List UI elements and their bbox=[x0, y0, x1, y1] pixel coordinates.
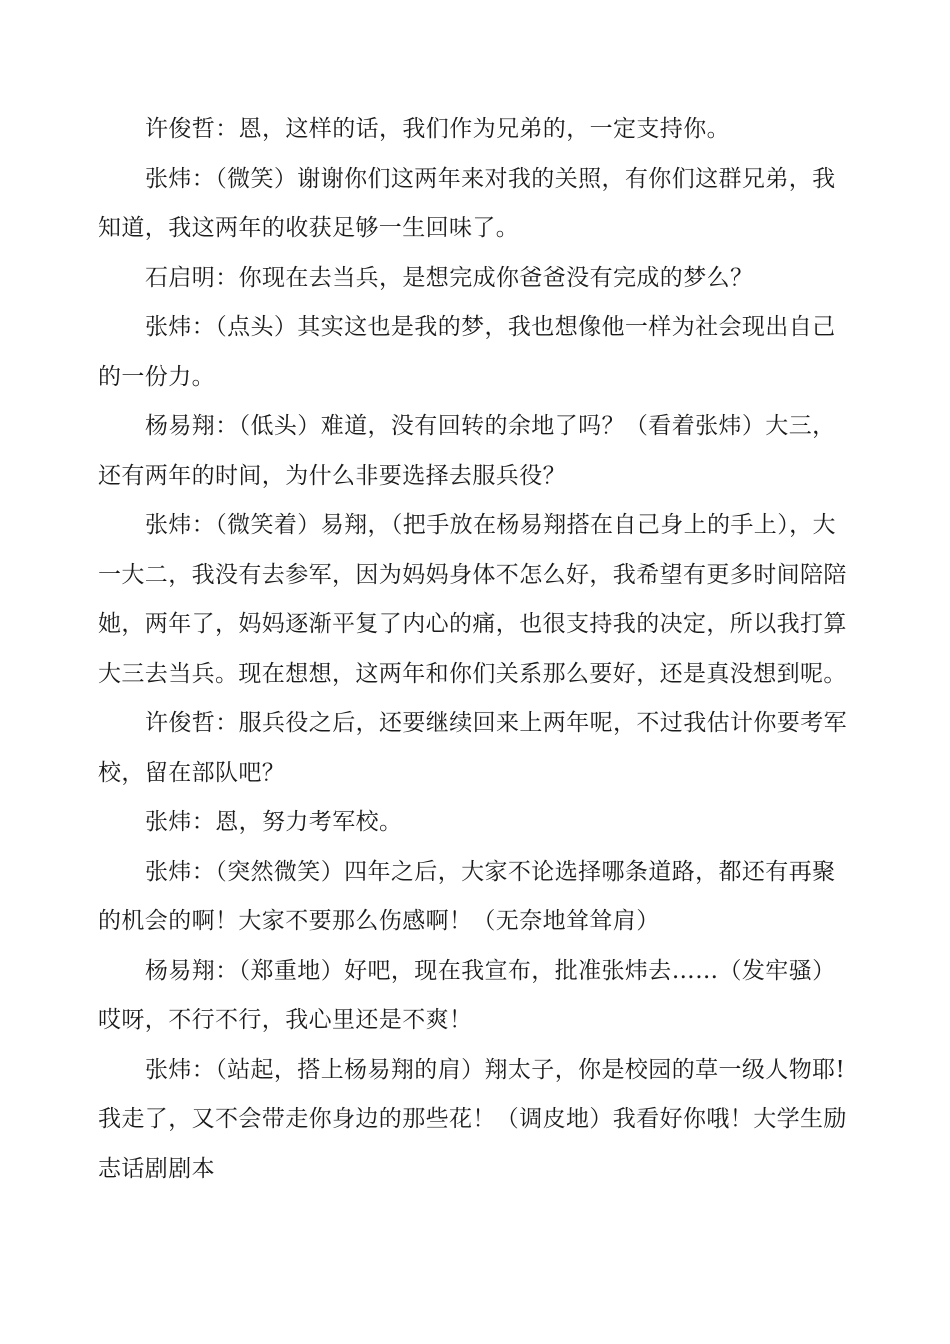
dialogue-paragraph-10: 杨易翔：（郑重地）好吧，现在我宣布，批准张炜去……（发牢骚）哎呀，不行不行，我心里还是不爽！ bbox=[98, 957, 836, 1033]
script-body bbox=[98, 105, 850, 1194]
dialogue-paragraph-6: 张炜：（微笑着）易翔，（把手放在杨易翔搭在自己身上的手上），大一大二，我没有去参军，因为妈妈身体不怎么好，我希望有更多时间陪陪她，两年了，妈妈逐渐平复了内心的痛，也很支持我的决定，所以我打算大三去当兵。现在想想，这两年和你们关系那么要好，还是真没想到呢。 bbox=[98, 512, 847, 687]
dialogue-paragraph-8: 张炜：恩，努力考军校。 bbox=[145, 809, 403, 835]
dialogue-paragraph-3: 石启明：你现在去当兵，是想完成你爸爸没有完成的梦么？ bbox=[145, 264, 754, 291]
dialogue-paragraph-2: 张炜：（微笑）谢谢你们这两年来对我的关照，有你们这群兄弟，我知道，我这两年的收获足够一生回味了。 bbox=[98, 165, 836, 241]
dialogue-paragraph-1: 许俊哲：恩，这样的话，我们作为兄弟的，一定支持你。 bbox=[145, 116, 730, 142]
dialogue-paragraph-7: 许俊哲：服兵役之后，还要继续回来上两年呢，不过我估计你要考军校，留在部队吧？ bbox=[98, 710, 847, 786]
dialogue-paragraph-5: 杨易翔：（低头）难道，没有回转的余地了吗？（看着张炜）大三，还有两年的时间，为什么非要选择去服兵役？ bbox=[98, 413, 836, 489]
dialogue-paragraph-11: 张炜：（站起，搭上杨易翔的肩）翔太子，你是校园的草一级人物耶!我走了，又不会带走你身边的那些花！（调皮地）我看好你哦！大学生励志话剧剧本 bbox=[98, 1056, 847, 1182]
dialogue-paragraph-9: 张炜：（突然微笑）四年之后，大家不论选择哪条道路，都还有再聚的机会的啊！大家不要那么伤感啊！（无奈地耸耸肩） bbox=[98, 858, 836, 934]
dialogue-paragraph-4: 张炜：（点头）其实这也是我的梦，我也想像他一样为社会现出自己的一份力。 bbox=[98, 314, 836, 390]
